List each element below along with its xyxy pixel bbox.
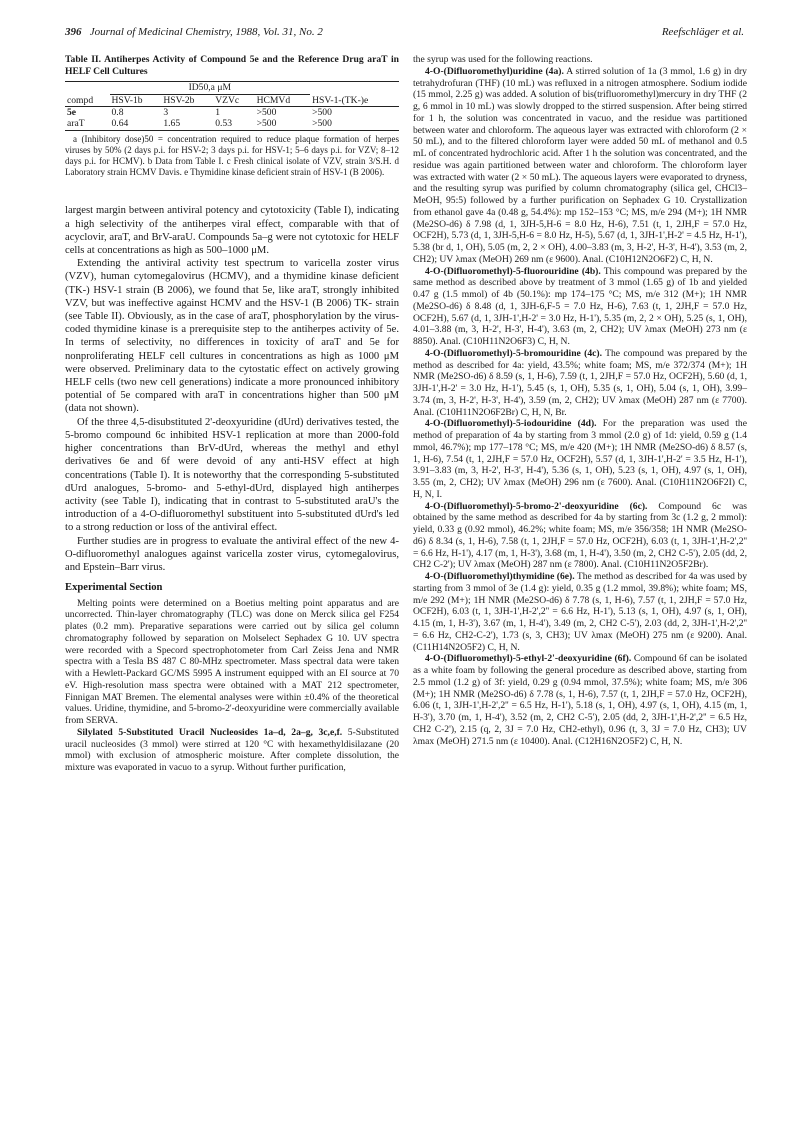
paragraph: Further studies are in progress to evaluate the antiviral effect of the new 4-O-difluoromethyl analogues against varicella zoster virus, cytomegalovirus, and Epstein–Barr virus.	[65, 535, 399, 573]
paragraph	[413, 348, 747, 419]
procedure-text: This compound was prepared by the same method as described above by treatment of 3 mmol (1.65 g) of 1b and yielded 0.47 g (1.5 mmol) of 4b (50.1%): mp 174–175 °C; MS, m/e 312 (M+); 1H NMR (Me2SO-d6) δ 8.48 (d, 1, 3JH-6,F-5 = 7.0 Hz, H-6), 7.63 (t, 1, 2JH,F = 57.0 Hz, OCF2H), 5.67 (d, 1, 3JH-1',H-2' = 3.0 Hz, H-1'), 5.35 (m, 2, 2 × OH), 5.25 (s, 1, OH), 4.01–3.88 (m, 3, H-2', H-3', H-4'), 3.63 (m, 2, CH2); UV λmax (MeOH) 273 nm (ε 8850). Anal. (C10H11N2O6F3) C, H, N.	[413, 265, 747, 347]
experimental-text	[65, 598, 399, 774]
procedure-title: 4-O-(Difluoromethyl)-5-fluorouridine (4b).	[425, 265, 601, 277]
discussion-text	[65, 204, 399, 574]
procedure-title: 4-O-(Difluoromethyl)-5-ethyl-2'-deoxyuridine (6f).	[425, 653, 632, 665]
table-footnote-text: a (Inhibitory dose)50 = concentration required to reduce plaque formation of herpes viruses by 50% (2 days p.i. for HSV-2; 3 days p.i. for HSV-1; 5–6 days p.i. for VZV; 8–12 days p.i. for HCMV). b Data from Table I. c Fresh clinical isolate of VZV, strain 3/S.H. d Laboratory strain HCMV Davis. e Thymidine kinase deficient strain of HSV-1 (B 2006).	[65, 133, 399, 177]
procedure-title: 4-O-(Difluoromethyl)uridine (4a).	[425, 65, 564, 77]
running-authors: Reefschläger et al.	[661, 26, 744, 38]
right-column	[413, 54, 747, 747]
procedure-text: A stirred solution of 1a (3 mmol, 1.6 g) in dry tetrahydrofuran (THF) (10 mL) was refluxed in a nitrogen atmosphere. Sodium iodide (15 mmol, 2.25 g) was added. A solution of bis(trifluoromethyl)mercury in dry THF (2 g, 6 mmol in 10 mL) was slowly dropped to the stirred suspension. After being stirred for 1 h, the solution was concentrated in vacuo, and the residue was partitioned between water and chloroform. The aqueous layer was extracted with chloroform (2 × 50 mL), and to the filtered chloroform layer were added 50 mL of methanol and 0.5 mL of concentrated hydrochloric acid. After 1 h the solution was concentrated, and the residue was again partitioned between water and chloroform. The chloroform layer was extracted with water (2 × 50 mL). The aqueous layers were evaporated to dryness, and the resulting syrup was purified by column chromatography (silica gel, CHCl3–MeOH, 95:5) followed by a further purification on Sephadex G 10. Crystallization from ethanol gave 4a (0.48 g, 54.4%): mp 152–153 °C; MS, m/e 294 (M+); 1H NMR (Me2SO-d6) δ 7.98 (d, 1, 3JH-5,H-6 = 8.0 Hz, H-6), 7.51 (t, 1, 2JH,F = 57.0 Hz, OCF2H), 5.73 (d, 1, 3JH-5,H-6 = 8.0 Hz, H-5), 5.67 (d, 1, 3JH-1',H-2' = 4.5 Hz, H-1'), 5.38 (br d, 1, OH), 5.05 (m, 2, 2 × OH), 4.00–3.83 (m, 3, H-2', H-3', H-4'), 3.53 (m, 2, CH2); UV λmax (MeOH) 269 nm (ε 9600). Anal. (C10H12N2O6F2) C, H, N.	[413, 65, 747, 265]
procedure-text: 5-Substituted uracil nucleosides (3 mmol) were stirred at 120 °C with hexamethyldisilazane (20 mmol) with exclusion of atmospheric moisture. After complete dissolution, the mixture was evaporated in vacuo to a syrup. Without further purification,	[65, 726, 399, 774]
table-footnotes	[65, 134, 399, 178]
paragraph	[413, 418, 747, 500]
table-caption: Table II. Antiherpes Activity of Compound 5e and the Reference Drug araT in HELF Cell Cultures	[65, 54, 399, 77]
paragraph: Extending the antiviral activity test spectrum to varicella zoster virus (VZV), human cytomegalovirus (HCMV), and a thymidine kinase deficient (TK-) HSV-1 strain (B 2006), we found that 5e, like araT, strongly inhibited VZV, but was ineffective against HCMV and the HSV-1 (B 2006) TK- strain (see Table II). Obviously, as in the case of araT, phosphorylation by the virus-coded thymidine kinase is a prerequisite step to the antiherpes activity of 5e. In terms of selectivity, no differences in toxicity of araT and 5e for nonproliferating HELF cell cultures in concentrations as high as 1000 μM were observed. Preliminary data to the cytostatic effect on actively growing HELF cells (two new cell generations) indicate a more pronounced inhibitory potential of 5e compared with araT in concentrations higher than 500 μM (data not shown).	[65, 258, 399, 415]
table-cell: >500	[312, 107, 332, 118]
paragraph	[413, 571, 747, 653]
procedure-text: Compound 6f can be isolated as a white foam by following the general procedure as described above, starting from 2.5 mmol (1.2 g) of 3f: yield, 0.29 g (0.94 mmol, 37.5%); white foam; MS, m/e 306 (M+); 1H NMR (Me2SO-d6) δ 7.78 (s, 1, H-6), 7.57 (t, 1, 2JH,F = 57.0 Hz, OCF2H), 6.06 (t, 1, 3JH-1',H-2',2'' = 6.5 Hz, H-1'), 5.18 (s, 1, OH), 4.97 (s, 1, OH), 4.15 (m, 1, H-3'), 3.70 (m, 1, H-4'), 3.52 (m, 2, CH2 C-5'), 2.05 (dd, 2, 3JH-1',H-2',2'' = 6.5 Hz, CH2 C-2'), 2.15 (q, 2, 3J = 7.0 Hz, CH2-ethyl), 0.96 (t, 3, 3J = 7.0 Hz, CH3); UV λmax (MeOH) 271.5 nm (ε 10400). Anal. (C12H16N2O5F2) C, H, N.	[413, 653, 747, 747]
journal-citation: Journal of Medicinal Chemistry, 1988, Vol. 31, No. 2	[89, 26, 323, 38]
paragraph: Of the three 4,5-disubstituted 2'-deoxyuridine (dUrd) derivatives tested, the 5-bromo compound 6c inhibited HSV-1 replication at more than 2000-fold higher concentrations than BrV-dUrd, whereas the methyl and ethyl derivatives 6e and 6f were devoid of any anti-HSV effect at high concentrations (Table I). It is noteworthy that the corresponding 5-substituted dUrd analogues, 5-bromo- and 5-ethyl-dUrd, displayed high antiherpes activity (see Table I), indicating that in contrast to 5-substituted araU's the introduction of a 4-O-difluoromethyl substituent into 5-substituted dUrd's led to a strong reduction or loss of the antiviral effect.	[65, 416, 399, 534]
paragraph	[65, 727, 399, 774]
section-heading: Experimental Section	[65, 582, 163, 594]
paragraph	[413, 501, 747, 572]
procedure-title: 4-O-(Difluoromethyl)thymidine (6e).	[425, 571, 575, 582]
table-cell: 3	[163, 107, 169, 118]
procedure-text: The compound was prepared by the method as described for 4a: yield, 43.5%; white foam; MS, m/e 372/374 (M+); 1H NMR (Me2SO-d6) δ 8.59 (s, 1, H-6), 7.59 (t, 1, 2JH,F = 57.0 Hz, OCF2H), 5.60 (d, 1, 3JH-1',H-2' = 3.0 Hz, H-1'), 5.45 (s, 1, OH), 5.35 (s, 1, OH), 5.04 (s, 1, OH), 3.99–3.74 (m, 3, H-2', H-3', H-4'), 3.59 (m, 2, CH2); UV λmax (MeOH) 287 nm (ε 7700). Anal. (C10H11N2O6F2Br) C, H, N, Br.	[413, 347, 747, 418]
paragraph: the syrup was used for the following reactions.	[413, 54, 593, 65]
paragraph: Melting points were determined on a Boetius melting point apparatus and are uncorrected. Thin-layer chromatography (TLC) was done on Merck silica gel F254 plates (0.2 mm). Preparative separations were carried out by silica gel column chromatography followed by separation on Molselect Sephadex G 10. UV spectra were recorded with a Specord spectrophotometer from Carl Zeiss Jena and NMR spectra with a Tesla BS 487 C 80-MHz spectrometer. Mass spectral data were taken with a Hewlett-Packard GC/MS 5995 A instrument equipped with an EI source at 70 eV. High-resolution mass spectra were obtained with a MAT 212 spectrometer, Finnigan MAT Bremen. The elemental analyses were within ±0.4% of the theoretical values. Uridine, thymidine, and 5-bromo-2'-deoxyuridine were commercially available from SERVA.	[65, 597, 399, 727]
table-cell: >500	[256, 107, 277, 118]
running-header	[65, 26, 744, 40]
paragraph	[413, 266, 747, 348]
table-cell: 1	[215, 107, 221, 118]
table-row	[65, 118, 399, 130]
table-col-header: HSV-1b	[111, 94, 143, 106]
procedure-text: The method as described for 4a was used by starting from 3 mmol of 3e (1.4 g): yield, 0.35 g (1.2 mmol, 39.8%); white foam; MS, m/e 292 (M+); 1H NMR (Me2SO-d6) δ 7.78 (s, 1, H-6), 7.57 (t, 1, 2JH,F = 57.0 Hz, OCF2H), 6.03 (t, 1, 3JH-1',H-2',2'' = 6.6 Hz, H-1'), 5.13 (s, 1, OH), 4.97 (s, 1, OH), 4.15 (m, 1, H-3'), 3.67 (m, 1, H-4'), 3.49 (m, 2, CH2 C-5'), 2.03 (dd, 2, 3JH-1',H-2',2'' = 6.6 Hz, CH2-C-2'), 1.73 (s, 3, CH3); UV λmax (MeOH) 275 nm (ε 9200). Anal. (C11H14N2O5F2) C, H, N.	[413, 571, 747, 653]
activity-table	[65, 81, 399, 131]
table-cell: 5e	[67, 107, 77, 118]
procedure-title: 4-O-(Difluoromethyl)-5-bromouridine (4c).	[425, 347, 602, 359]
table-cell: 0.53	[215, 118, 233, 130]
table-cell: araT	[67, 118, 85, 130]
table-row	[65, 107, 399, 119]
paragraph	[413, 653, 747, 747]
table-cell: 1.65	[163, 118, 181, 130]
table-group-header: ID50,a μM	[110, 82, 311, 94]
table-cell: >500	[256, 118, 277, 130]
paragraph	[413, 66, 747, 266]
left-column	[65, 54, 399, 774]
table-cell: 0.8	[111, 107, 124, 118]
table-col-header: HSV-1-(TK-)e	[312, 94, 369, 106]
table-col-header: compd	[67, 94, 94, 106]
table-cell: 0.64	[111, 118, 129, 130]
procedure-title: Silylated 5-Substituted Uracil Nucleosides 1a–d, 2a–g, 3c,e,f.	[77, 726, 343, 738]
page-number: 396	[65, 26, 82, 38]
procedure-text: Compound 6c was obtained by the same method as described for 4a by starting from 3c (1.2 g, 2 mmol): yield, 0.33 g (0.92 mmol), 46.2%; white foam; MS, m/e 356/358; 1H NMR (Me2SO-d6) δ 8.34 (s, 1, H-6), 7.58 (t, 1, 2JH,F = 57.0 Hz, OCF2H), 6.03 (t, 1, 3JH-1',H-2',2'' = 6.6 Hz, H-1'), 4.17 (m, 1, H-3'), 3.68 (m, 1, H-4'), 3.50 (m, 2, CH2 C-5'), 2.05 (dd, 2, CH2 C-2'); UV λmax (MeOH) 287 nm (ε 7800). Anal. (C10H11N2O5F2Br).	[413, 500, 747, 571]
paragraph: largest margin between antiviral potency and cytotoxicity (Table I), indicating a high selectivity of the antiherpes viral effect, comparable with that of acyclovir, araT, and BrV-araU. Compounds 5a–g were not cytotoxic for HELF cells at concentrations as high as 500–1000 μM.	[65, 205, 399, 257]
table-col-header: VZVc	[215, 94, 240, 106]
table-col-header: HCMVd	[256, 94, 291, 106]
procedure-title: 4-O-(Difluoromethyl)-5-iodouridine (4d).	[425, 418, 597, 430]
procedure-title: 4-O-(Difluoromethyl)-5-bromo-2'-deoxyuridine (6c).	[425, 500, 648, 512]
table-col-header: HSV-2b	[163, 94, 195, 106]
procedure-text: For the preparation was used the method of preparation of 4a by starting from 3 mmol (2.0 g) of 1d: yield, 0.59 g (1.4 mmol, 46.7%); mp 177–178 °C; MS, m/e 420 (M+); 1H NMR (Me2SO-d6) δ 8.57 (s, 1, H-6), 7.54 (t, 1, 2JH,F = 57.0 Hz, OCF2H), 5.57 (d, 1, 3JH-1',H-2' = 3.5 Hz, H-1'), 3.91–3.83 (m, 3, H-2', H-3', H-4'), 5.36 (s, 1, OH), 5.23 (s, 1, OH), 4.97 (s, 1, OH), 3.55 (m, 2, CH2); UV λmax (MeOH) 296 nm (ε 7600). Anal. (C10H11N2O6F2I) C, H, N, I.	[413, 418, 747, 500]
table-cell: >500	[312, 118, 332, 130]
